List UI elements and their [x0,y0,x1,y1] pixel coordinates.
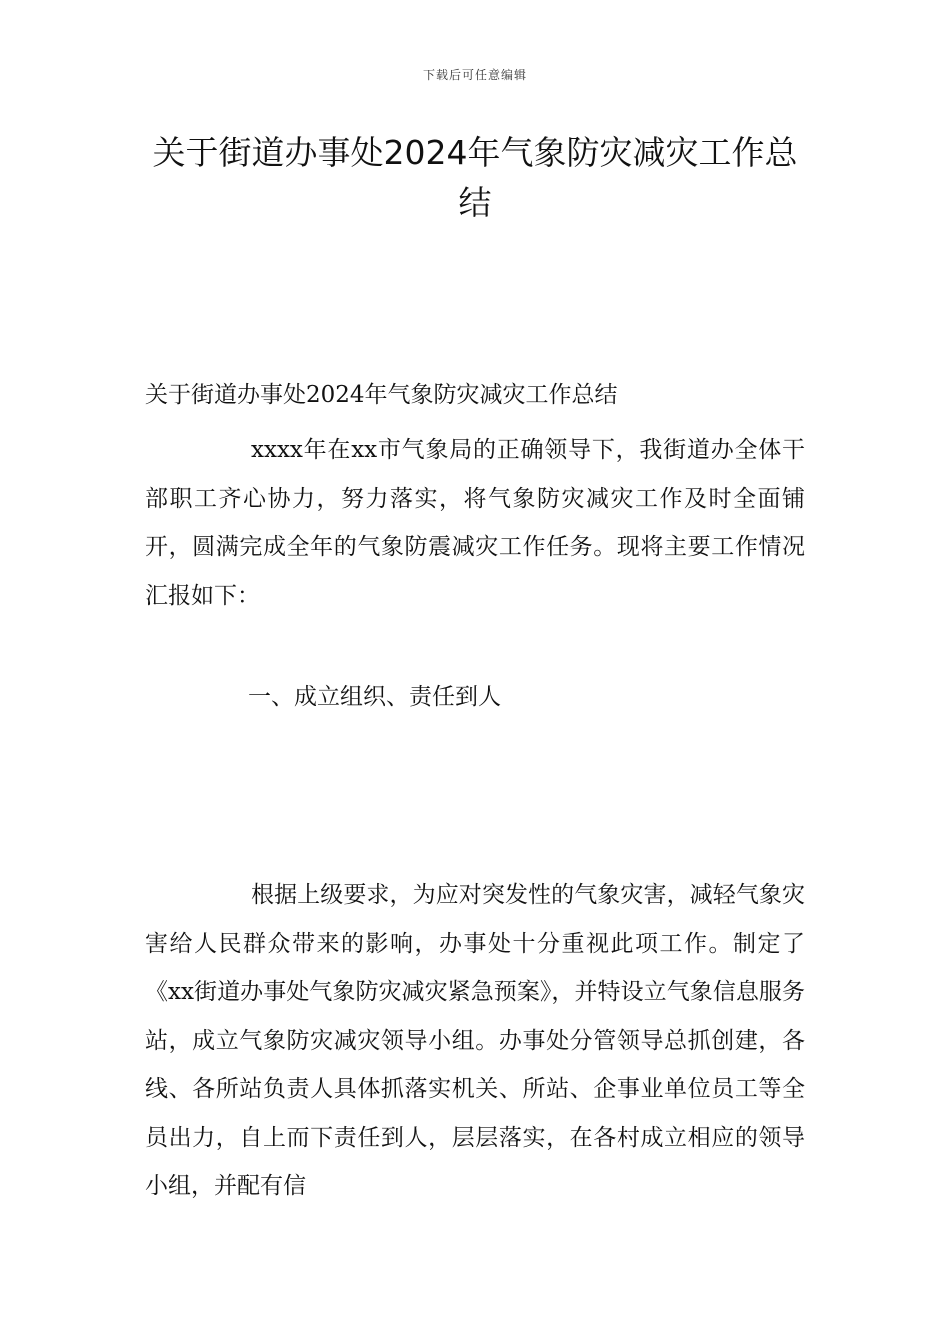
body-paragraph: 根据上级要求，为应对突发性的气象灾害，减轻气象灾害给人民群众带来的影响，办事处十分重视此项工作。制定了《xx街道办事处气象防灾减灾紧急预案》，并特设立气象信息服务站，成立气象防灾减灾领导小组。办事处分管领导总抓创建，各线、各所站负责人具体抓落实机关、所站、企事业单位员工等全员出力，自上而下责任到人，层层落实，在各村成立相应的领导小组，并配有信 [145,882,805,1199]
intro-paragraph: xxxx年在xx市气象局的正确领导下，我街道办全体干部职工齐心协力，努力落实，将气象防灾减灾工作及时全面铺开，圆满完成全年的气象防震减灾工作任务。现将主要工作情况汇报如下： [145,437,805,609]
document-subtitle: 关于街道办事处2024年气象防灾减灾工作总结 [145,382,618,408]
header-note: 下载后可任意编辑 [422,68,527,82]
section-heading: 一、成立组织、责任到人 [248,684,501,710]
document-title: 关于街道办事处2024年气象防灾减灾工作总结 [152,133,798,222]
